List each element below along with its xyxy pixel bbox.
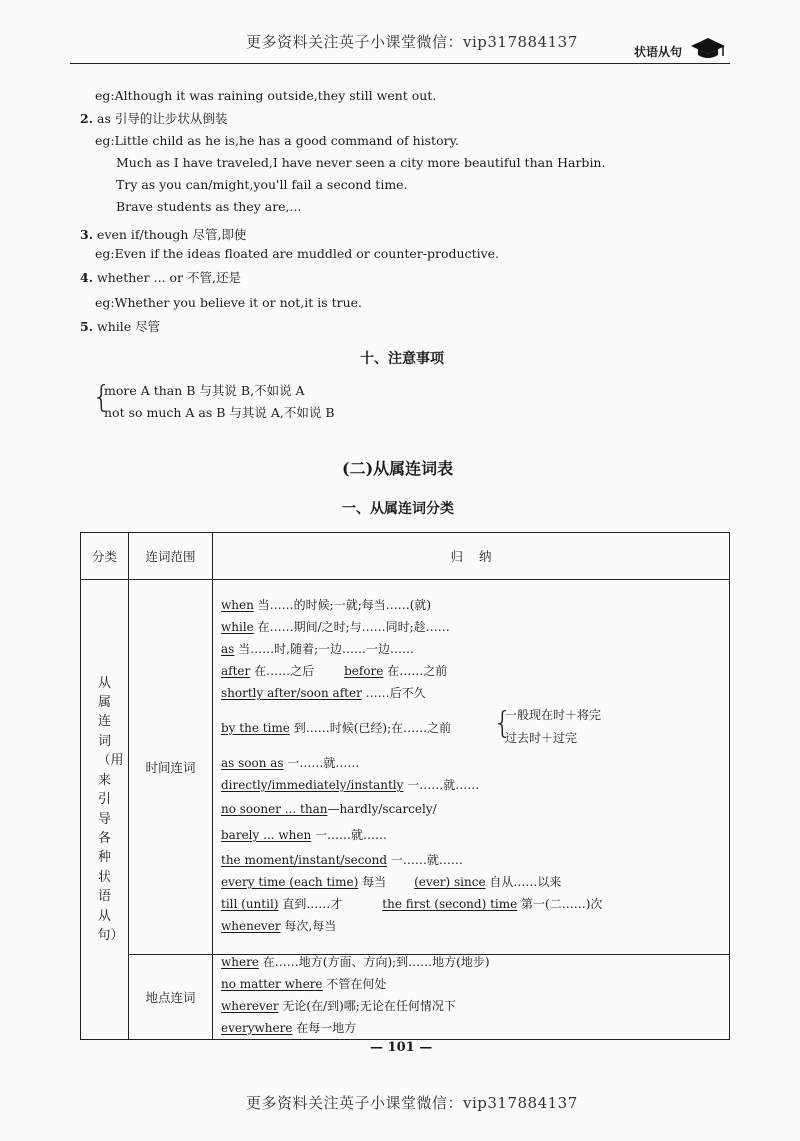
item-text: whether ... or 不管,还是 <box>97 270 241 285</box>
header-range: 连词范围 <box>129 533 213 580</box>
time-row: by the time 到……时候(已经);在……之前 <box>221 721 452 735</box>
page-number: — 101 — <box>370 1040 433 1055</box>
section-ten-heading: 十、注意事项 <box>360 351 444 367</box>
time-row: after 在……之后 before 在……之前 <box>221 664 448 678</box>
place-row: everywhere 在每一地方 <box>221 1021 357 1035</box>
place-label-cell: 地点连词 <box>129 955 213 1040</box>
category-text: 从属连词（用来引导各种状语从句） <box>97 675 124 943</box>
compare-more-than: more A than B 与其说 B,不如说 A <box>104 383 305 398</box>
example-little-child: eg:Little child as he is,he has a good command of history. <box>95 133 459 148</box>
header-rule <box>70 63 730 64</box>
time-row: when 当……的时候;一就;每当……(就) <box>221 598 432 612</box>
watermark-top: 更多资料关注英子小课堂微信：vip317884137 <box>246 33 578 51</box>
time-row: every time (each time) 每当 (ever) since 自从……以来 <box>221 875 562 889</box>
example-brave: Brave students as they are,... <box>116 199 302 214</box>
title-main: (二)从属连词表 <box>342 459 454 478</box>
time-row: as soon as 一……就…… <box>221 756 360 770</box>
time-row: while 在……期间/之时;与……同时;趁…… <box>221 620 450 634</box>
item-number: 3. <box>80 227 94 242</box>
item-2 <box>80 111 227 127</box>
time-row: no sooner ... than—hardly/scarcely/ <box>221 802 437 816</box>
time-row: barely ... when 一……就…… <box>221 828 388 842</box>
category-cell <box>81 580 129 1040</box>
time-row: whenever 每次,每当 <box>221 919 337 933</box>
time-row: as 当……时,随着;一边……一边…… <box>221 642 414 656</box>
item-3 <box>80 227 246 243</box>
item-number: 5. <box>80 319 94 334</box>
place-content-cell <box>213 955 730 1040</box>
item-text: while 尽管 <box>97 319 161 334</box>
title-sub: 一、从属连词分类 <box>342 501 454 517</box>
conjunction-table <box>80 532 730 1040</box>
example-although: eg:Although it was raining outside,they still went out. <box>95 88 437 103</box>
example-try-as: Try as you can/might,you'll fail a second time. <box>116 177 408 192</box>
example-whether: eg:Whether you believe it or not,it is true. <box>95 295 363 310</box>
header-summary: 归 纳 <box>213 533 730 580</box>
item-4 <box>80 270 241 286</box>
tense-note: 一般现在时＋将完 <box>505 708 602 722</box>
time-label-cell: 时间连词 <box>129 580 213 955</box>
compare-not-so-much: not so much A as B 与其说 A,不如说 B <box>104 405 335 420</box>
example-even-if: eg:Even if the ideas floated are muddled or counter-productive. <box>95 246 500 261</box>
example-much-as: Much as I have traveled,I have never seen a city more beautiful than Harbin. <box>116 155 606 170</box>
place-row: wherever 无论(在/到)哪;无论在任何情况下 <box>221 999 456 1013</box>
header-category: 分类 <box>81 533 129 580</box>
tense-brace: { <box>493 706 513 741</box>
header-tag: 状语从句 <box>634 45 683 59</box>
time-row: directly/immediately/instantly 一……就…… <box>221 778 480 792</box>
compare-brace: { <box>92 380 112 415</box>
item-5 <box>80 319 160 335</box>
time-row: the moment/instant/second 一……就…… <box>221 853 463 867</box>
graduation-cap-icon <box>690 36 726 62</box>
item-number: 4. <box>80 270 94 285</box>
item-text: as 引导的让步状从倒装 <box>97 111 228 126</box>
time-row: shortly after/soon after ……后不久 <box>221 686 426 700</box>
watermark-bottom: 更多资料关注英子小课堂微信：vip317884137 <box>246 1094 578 1112</box>
item-text: even if/though 尽管,即使 <box>97 227 247 242</box>
tense-note: 过去时＋过完 <box>505 731 578 745</box>
place-row: no matter where 不管在何处 <box>221 977 387 991</box>
time-content-cell <box>213 580 730 955</box>
place-row: where 在……地方(方面、方向);到……地方(地步) <box>221 955 490 969</box>
item-number: 2. <box>80 111 94 126</box>
time-row: till (until) 直到……才 the first (second) time 第一(二……)次 <box>221 897 603 911</box>
